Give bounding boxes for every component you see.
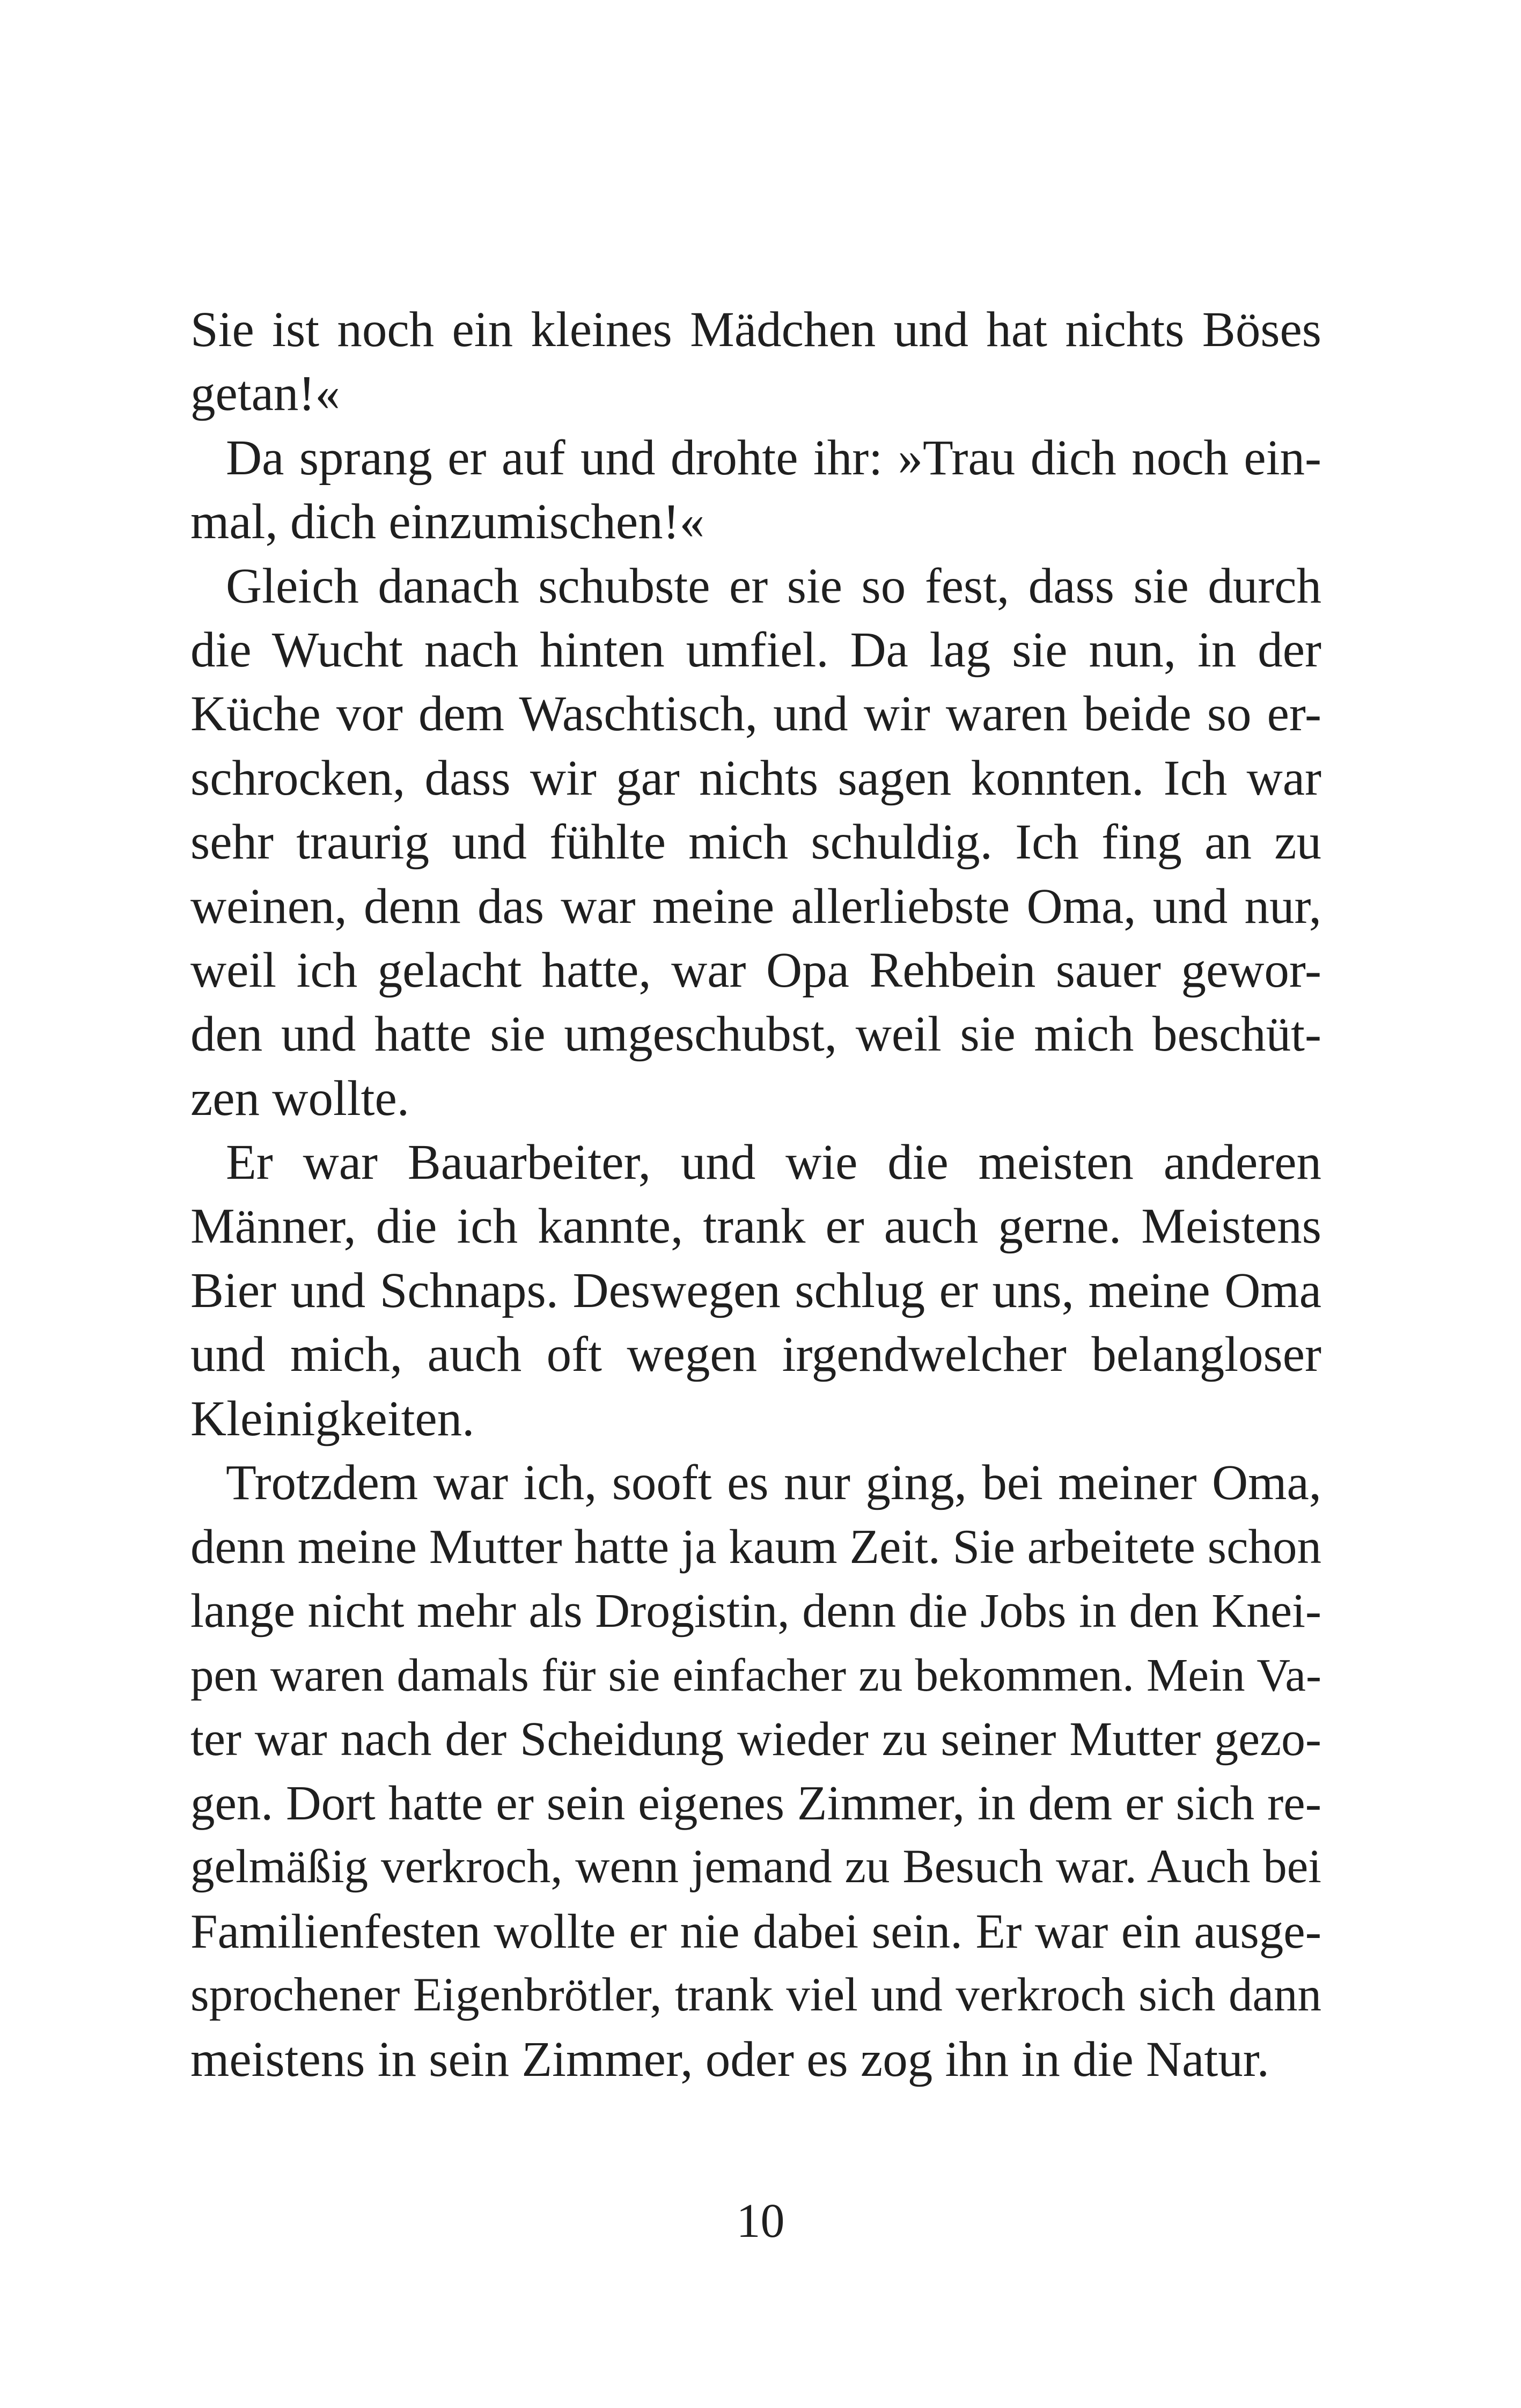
page-number: 10 (736, 2194, 785, 2248)
text-line: pen waren damals für sie einfacher zu bekommen. Mein Va- (190, 1649, 1321, 1701)
body-text (190, 298, 1321, 2091)
text-line: und mich, auch oft wegen irgendwelcher belangloser (190, 1327, 1321, 1383)
text-line: sehr traurig und fühlte mich schuldig. Ich fing an zu (190, 814, 1321, 870)
text-line: Männer, die ich kannte, trank er auch gerne. Meistens (190, 1199, 1321, 1254)
text-line: mal, dich einzumischen!« (190, 494, 705, 550)
text-line: weinen, denn das war meine allerliebste Oma, und nur, (190, 878, 1321, 934)
text-line: weil ich gelacht hatte, war Opa Rehbein sauer gewor- (190, 942, 1321, 998)
text-line: Trotzdem war ich, sooft es nur ging, bei meiner Oma, (226, 1455, 1321, 1511)
text-line: die Wucht nach hinten umfiel. Da lag sie nun, in der (190, 622, 1321, 678)
text-line: Kleinigkeiten. (190, 1391, 475, 1447)
text-line: den und hatte sie umgeschubst, weil sie mich beschüt- (190, 1007, 1321, 1062)
text-line: Küche vor dem Waschtisch, und wir waren beide so er- (190, 686, 1321, 742)
text-line: meistens in sein Zimmer, oder es zog ihn in die Natur. (190, 2031, 1269, 2087)
text-line: lange nicht mehr als Drogistin, denn die Jobs in den Knei- (190, 1584, 1321, 1638)
text-line: denn meine Mutter hatte ja kaum Zeit. Sie arbeitete schon (190, 1519, 1321, 1574)
text-line: Er war Bauarbeiter, und wie die meisten anderen (226, 1135, 1321, 1191)
text-line: sprochener Eigenbrötler, trank viel und verkroch sich dann (190, 1969, 1321, 2022)
text-line: schrocken, dass wir gar nichts sagen konnten. Ich war (190, 750, 1321, 806)
text-line: Sie ist noch ein kleines Mädchen und hat nichts Böses (190, 302, 1321, 357)
text-line: gen. Dort hatte er sein eigenes Zimmer, in dem er sich re- (190, 1775, 1321, 1830)
text-line: Bier und Schnaps. Deswegen schlug er uns, meine Oma (190, 1262, 1321, 1318)
text-line: getan!« (190, 366, 340, 422)
text-line: gelmäßig verkroch, wenn jemand zu Besuch war. Auch bei (190, 1840, 1321, 1893)
text-line: Gleich danach schubste er sie so fest, dass sie durch (226, 558, 1321, 614)
text-line: Familienfesten wollte er nie dabei sein. Er war ein ausge- (190, 1904, 1321, 1958)
text-line: ter war nach der Scheidung wieder zu seiner Mutter gezo- (190, 1712, 1321, 1766)
text-line: zen wollte. (190, 1070, 410, 1126)
text-line: Da sprang er auf und drohte ihr: »Trau dich noch ein- (226, 430, 1321, 486)
